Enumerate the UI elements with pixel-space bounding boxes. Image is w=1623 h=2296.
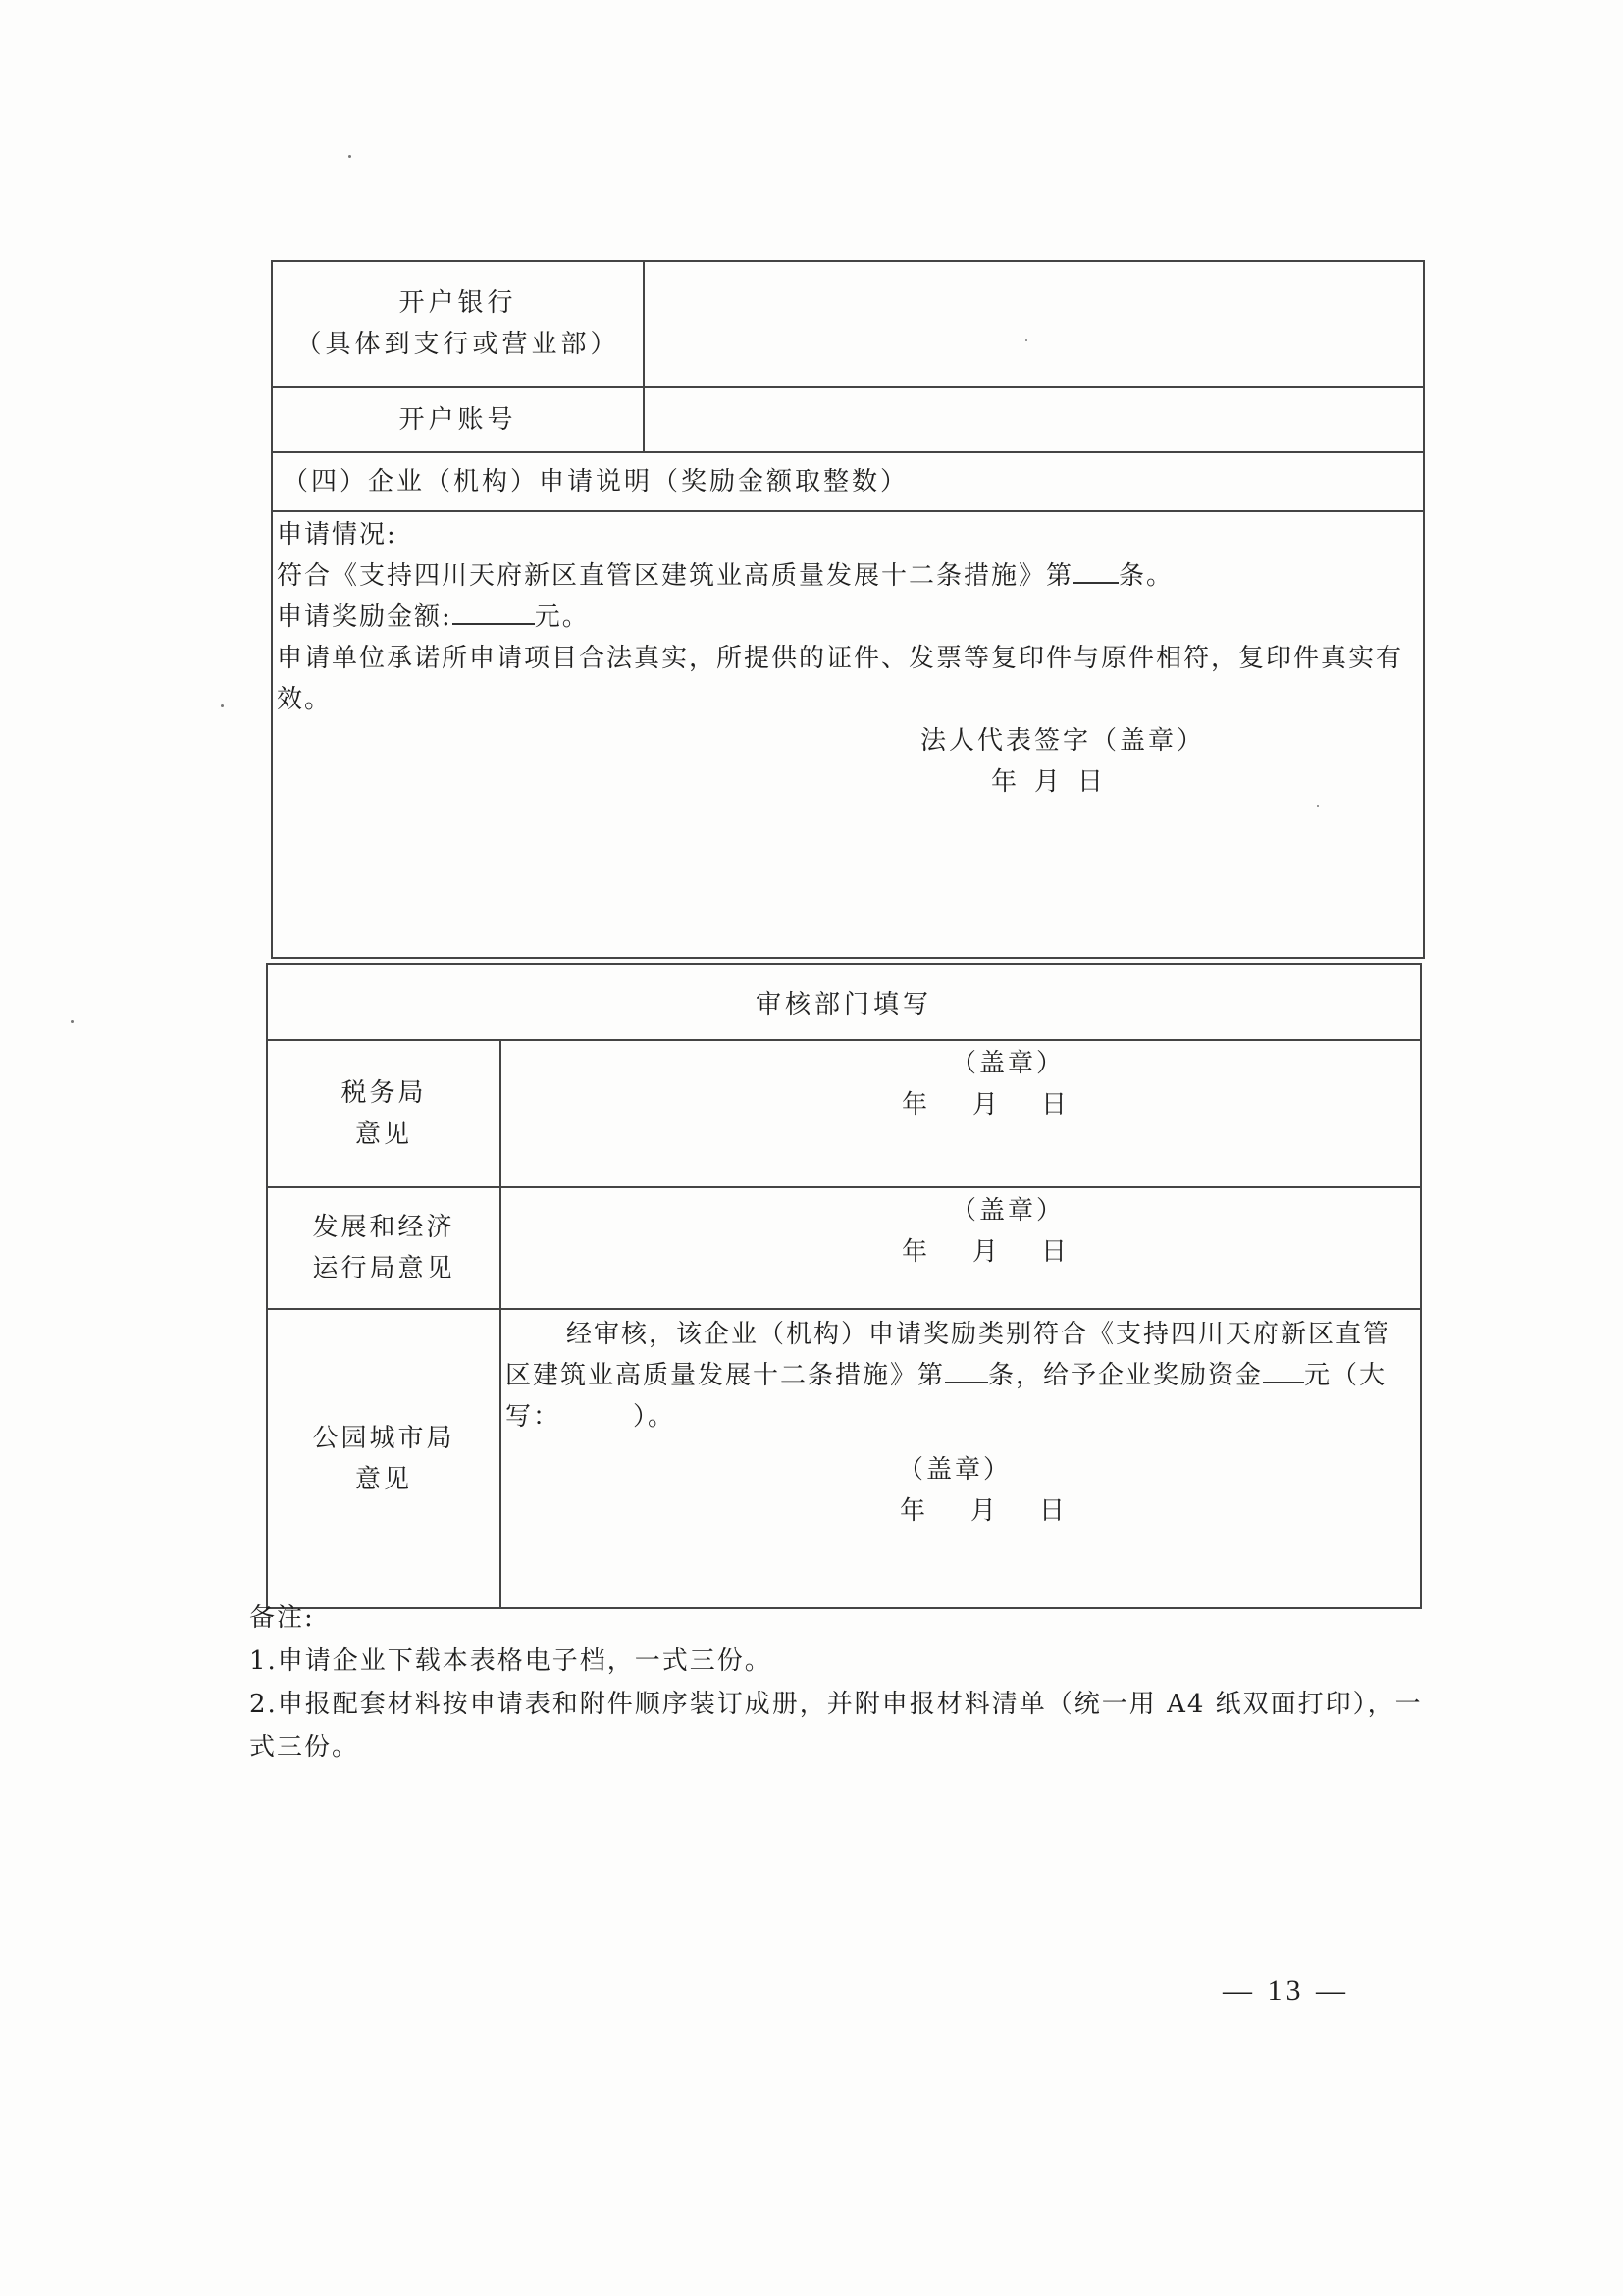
date-year: 年 [991, 767, 1018, 797]
park-date-day: 日 [1039, 1496, 1066, 1526]
amount-line [277, 597, 1419, 638]
bank-row [273, 262, 1423, 386]
bank-label-note: （具体到支行或营业部） [295, 330, 620, 359]
park-opinion-field[interactable] [501, 1310, 1420, 1607]
account-value-field[interactable] [645, 388, 1423, 451]
park-text-line1: 经审核，该企业（机构）申请奖励类别符合《支持四川天府新区直管 [566, 1320, 1391, 1349]
park-city-bureau-row [268, 1308, 1420, 1607]
park-text-line2 [505, 1355, 1416, 1396]
dev-date-year: 年 [902, 1237, 928, 1267]
park-opinion-text [505, 1314, 1416, 1437]
dev-label-line2: 运行局意见 [312, 1254, 455, 1283]
tax-bureau-row [268, 1039, 1420, 1186]
dev-bureau-label [268, 1188, 501, 1308]
scan-speck [221, 704, 224, 707]
section4-title: （四）企业（机构）申请说明（奖励金额取整数） [273, 451, 1423, 510]
clause-line [277, 555, 1419, 597]
date-month: 月 [1034, 767, 1061, 797]
applicant-table [271, 260, 1425, 959]
tax-date-month: 月 [972, 1090, 999, 1120]
park-text-line2-c: 元（大 [1304, 1361, 1387, 1390]
page-number: — 13 — [1223, 1974, 1349, 2007]
dev-date-month: 月 [972, 1237, 999, 1267]
park-text-line3-a: 写： [505, 1402, 561, 1432]
park-amount-blank[interactable] [1263, 1358, 1304, 1383]
amount-blank[interactable] [452, 600, 535, 625]
remark-item-1: 1.申请企业下载本表格电子档，一式三份。 [249, 1646, 772, 1676]
park-label-line2: 意见 [354, 1464, 412, 1494]
account-label-cell [273, 388, 645, 451]
review-table [266, 963, 1422, 1609]
clause-suffix: 条。 [1119, 561, 1175, 591]
application-statement [273, 510, 1423, 957]
park-text-line2-b: 条，给予企业奖励资金 [988, 1361, 1264, 1390]
tax-date-year: 年 [902, 1090, 928, 1120]
tax-seal: （盖章） [951, 1049, 1066, 1078]
park-text-line2-a: 区建筑业高质量发展十二条措施》第 [505, 1361, 946, 1390]
bank-label: 开户银行 [398, 288, 517, 318]
date-day: 日 [1077, 767, 1104, 797]
tax-label-line1: 税务局 [340, 1078, 427, 1108]
park-date-month: 月 [970, 1496, 997, 1526]
dev-label-line1: 发展和经济 [312, 1213, 455, 1242]
clause-number-blank[interactable] [1073, 558, 1119, 584]
remarks-title: 备注: [249, 1603, 315, 1633]
account-label: 开户账号 [398, 404, 517, 435]
park-label-line1: 公园城市局 [312, 1423, 455, 1453]
park-text-line3-b: ）。 [633, 1402, 676, 1432]
bank-label-cell [273, 262, 645, 386]
tax-bureau-label [268, 1041, 501, 1186]
park-date-year: 年 [900, 1496, 926, 1526]
park-clause-blank[interactable] [945, 1358, 988, 1383]
park-seal: （盖章） [898, 1455, 1013, 1485]
park-text-line3 [505, 1396, 1416, 1437]
review-header: 审核部门填写 [755, 989, 932, 1019]
tax-date-day: 日 [1041, 1090, 1068, 1120]
dev-opinion-field[interactable] [501, 1188, 1420, 1308]
legal-rep-signature: 法人代表签字（盖章） [920, 726, 1206, 756]
remarks [249, 1596, 1427, 1769]
amount-suffix: 元。 [534, 602, 590, 632]
situation-label: 申请情况: [277, 520, 397, 549]
promise-line-1: 申请单位承诺所申请项目合法真实，所提供的证件、发票等复印件与原件相符，复印件真实有 [277, 644, 1404, 673]
dev-seal: （盖章） [951, 1196, 1066, 1226]
bank-value-field[interactable] [645, 262, 1423, 386]
scan-speck [348, 155, 351, 158]
dev-bureau-row [268, 1186, 1420, 1308]
dev-date-day: 日 [1041, 1237, 1068, 1267]
promise-line-2: 效。 [277, 685, 333, 714]
account-row [273, 386, 1423, 451]
tax-label-line2: 意见 [354, 1120, 412, 1149]
tax-opinion-field[interactable] [501, 1041, 1420, 1186]
park-bureau-label [268, 1310, 501, 1607]
clause-prefix: 符合《支持四川天府新区直管区建筑业高质量发展十二条措施》第 [277, 561, 1074, 591]
scan-speck [71, 1020, 74, 1023]
amount-prefix: 申请奖励金额: [277, 602, 452, 632]
remark-item-2-line2: 式三份。 [249, 1733, 360, 1762]
remark-item-2-line1: 2.申报配套材料按申请表和附件顺序装订成册，并附申报材料清单（统一用 A4 纸双面打印），一 [249, 1690, 1423, 1719]
